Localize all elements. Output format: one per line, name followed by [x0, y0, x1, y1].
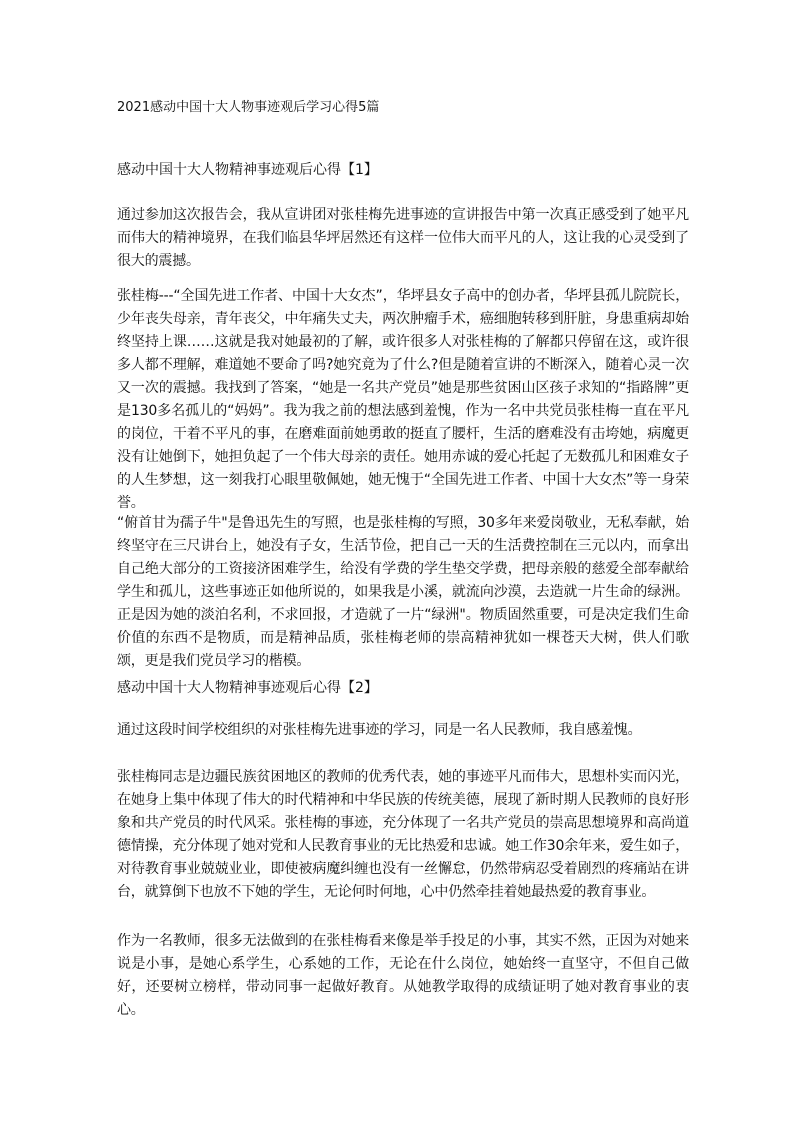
section-heading-2: 感动中国十大人物精神事迹观后心得【2】 — [117, 680, 378, 696]
section-1-paragraph-3: “俯首甘为孺子牛"是鲁迅先生的写照，也是张桂梅的写照，30多年来爱岗敬业，无私奉献，始终坚守在三尺讲台上，她没有子女，生活节俭，把自己一天的生活费控制在三元以内，而拿出自己绝大部分的工资接济困难学生，给没有学费的学生垫交学费，把母亲般的慈爱全部奉献给学生和孤儿，这些事迹正如他所说的，如果我是小溪，就流向沙漠，去造就一片生命的绿洲。正是因为她的淡泊名利，不求回报，才造就了一片“绿洲"。物质固然重要，可是决定我们生命价值的东西不是物质，而是精神品质，张桂梅老师的崇高精神犹如一棵苍天大树，供人们歌颂，更是我们党员学习的楷模。 — [117, 515, 689, 669]
document-title: 2021感动中国十大人物事迹观后学习心得5篇 — [117, 100, 380, 115]
section-2-paragraph-1: 通过这段时间学校组织的对张桂梅先进事迹的学习，同是一名人民教师，我自感羞愧。 — [117, 722, 642, 738]
section-2-paragraph-3: 作为一名教师，很多无法做到的在张桂梅看来像是举手投足的小事，其实不然，正因为对她来说是小事，是她心系学生，心系她的工作，无论在什么岗位，她始终一直坚守，不但自己做好，还要树立榜样，带动同事一起做好教育。从她教学取得的成绩证明了她对教育事业的衷心。 — [117, 933, 689, 1018]
section-heading-1: 感动中国十大人物精神事迹观后心得【1】 — [117, 162, 378, 178]
section-1-paragraph-1: 通过参加这次报告会，我从宣讲团对张桂梅先进事迹的宣讲报告中第一次真正感受到了她平凡而伟大的精神境界，在我们临县华坪居然还有这样一位伟大而平凡的人，这让我的心灵受到了很大的震撼。 — [117, 207, 689, 269]
section-2-paragraph-2: 张桂梅同志是边疆民族贫困地区的教师的优秀代表，她的事迹平凡而伟大，思想朴实而闪光，在她身上集中体现了伟大的时代精神和中华民族的传统美德，展现了新时期人民教师的良好形象和共产党员的时代风采。张桂梅的事迹，充分体现了一名共产党员的崇高思想境界和高尚道德情操，充分体现了她对党和人民教育事业的无比热爱和忠诚。她工作30余年来，爱生如子，对待教育事业兢兢业业，即使被病魔纠缠也没有一丝懈怠，仍然带病忍受着剧烈的疼痛站在讲台，就算倒下也放不下她的学生，无论何时何地，心中仍然牵挂着她最热爱的教育事业。 — [117, 769, 689, 900]
section-1-paragraph-2: 张桂梅---“全国先进工作者、中国十大女杰”，华坪县女子高中的创办者，华坪县孤儿院院长，少年丧失母亲，青年丧父，中年痛失丈夫，两次肿瘤手术，癌细胞转移到肝脏，身患重病却始终坚持上课……这就是我对她最初的了解，或许很多人对张桂梅的了解都只停留在这，或许很多人都不理解，难道她不要命了吗?她究竟为了什么?但是随着宣讲的不断深入，随着心灵一次又一次的震撼。我找到了答案，“她是一名共产党员”她是那些贫困山区孩子求知的“指路牌”更是130多名孤儿的“妈妈”。我为我之前的想法感到羞愧，作为一名中共党员张桂梅一直在平凡的岗位，干着不平凡的事，在磨难面前她勇敢的挺直了腰杆，生活的磨难没有击垮她，病魔更没有让她倒下，她担负起了一个伟大母亲的责任。她用赤诚的爱心托起了无数孤儿和困难女子的人生梦想，这一刻我打心眼里敬佩她，她无愧于“全国先进工作者、中国十大女杰”等一身荣誉。 — [117, 288, 689, 511]
